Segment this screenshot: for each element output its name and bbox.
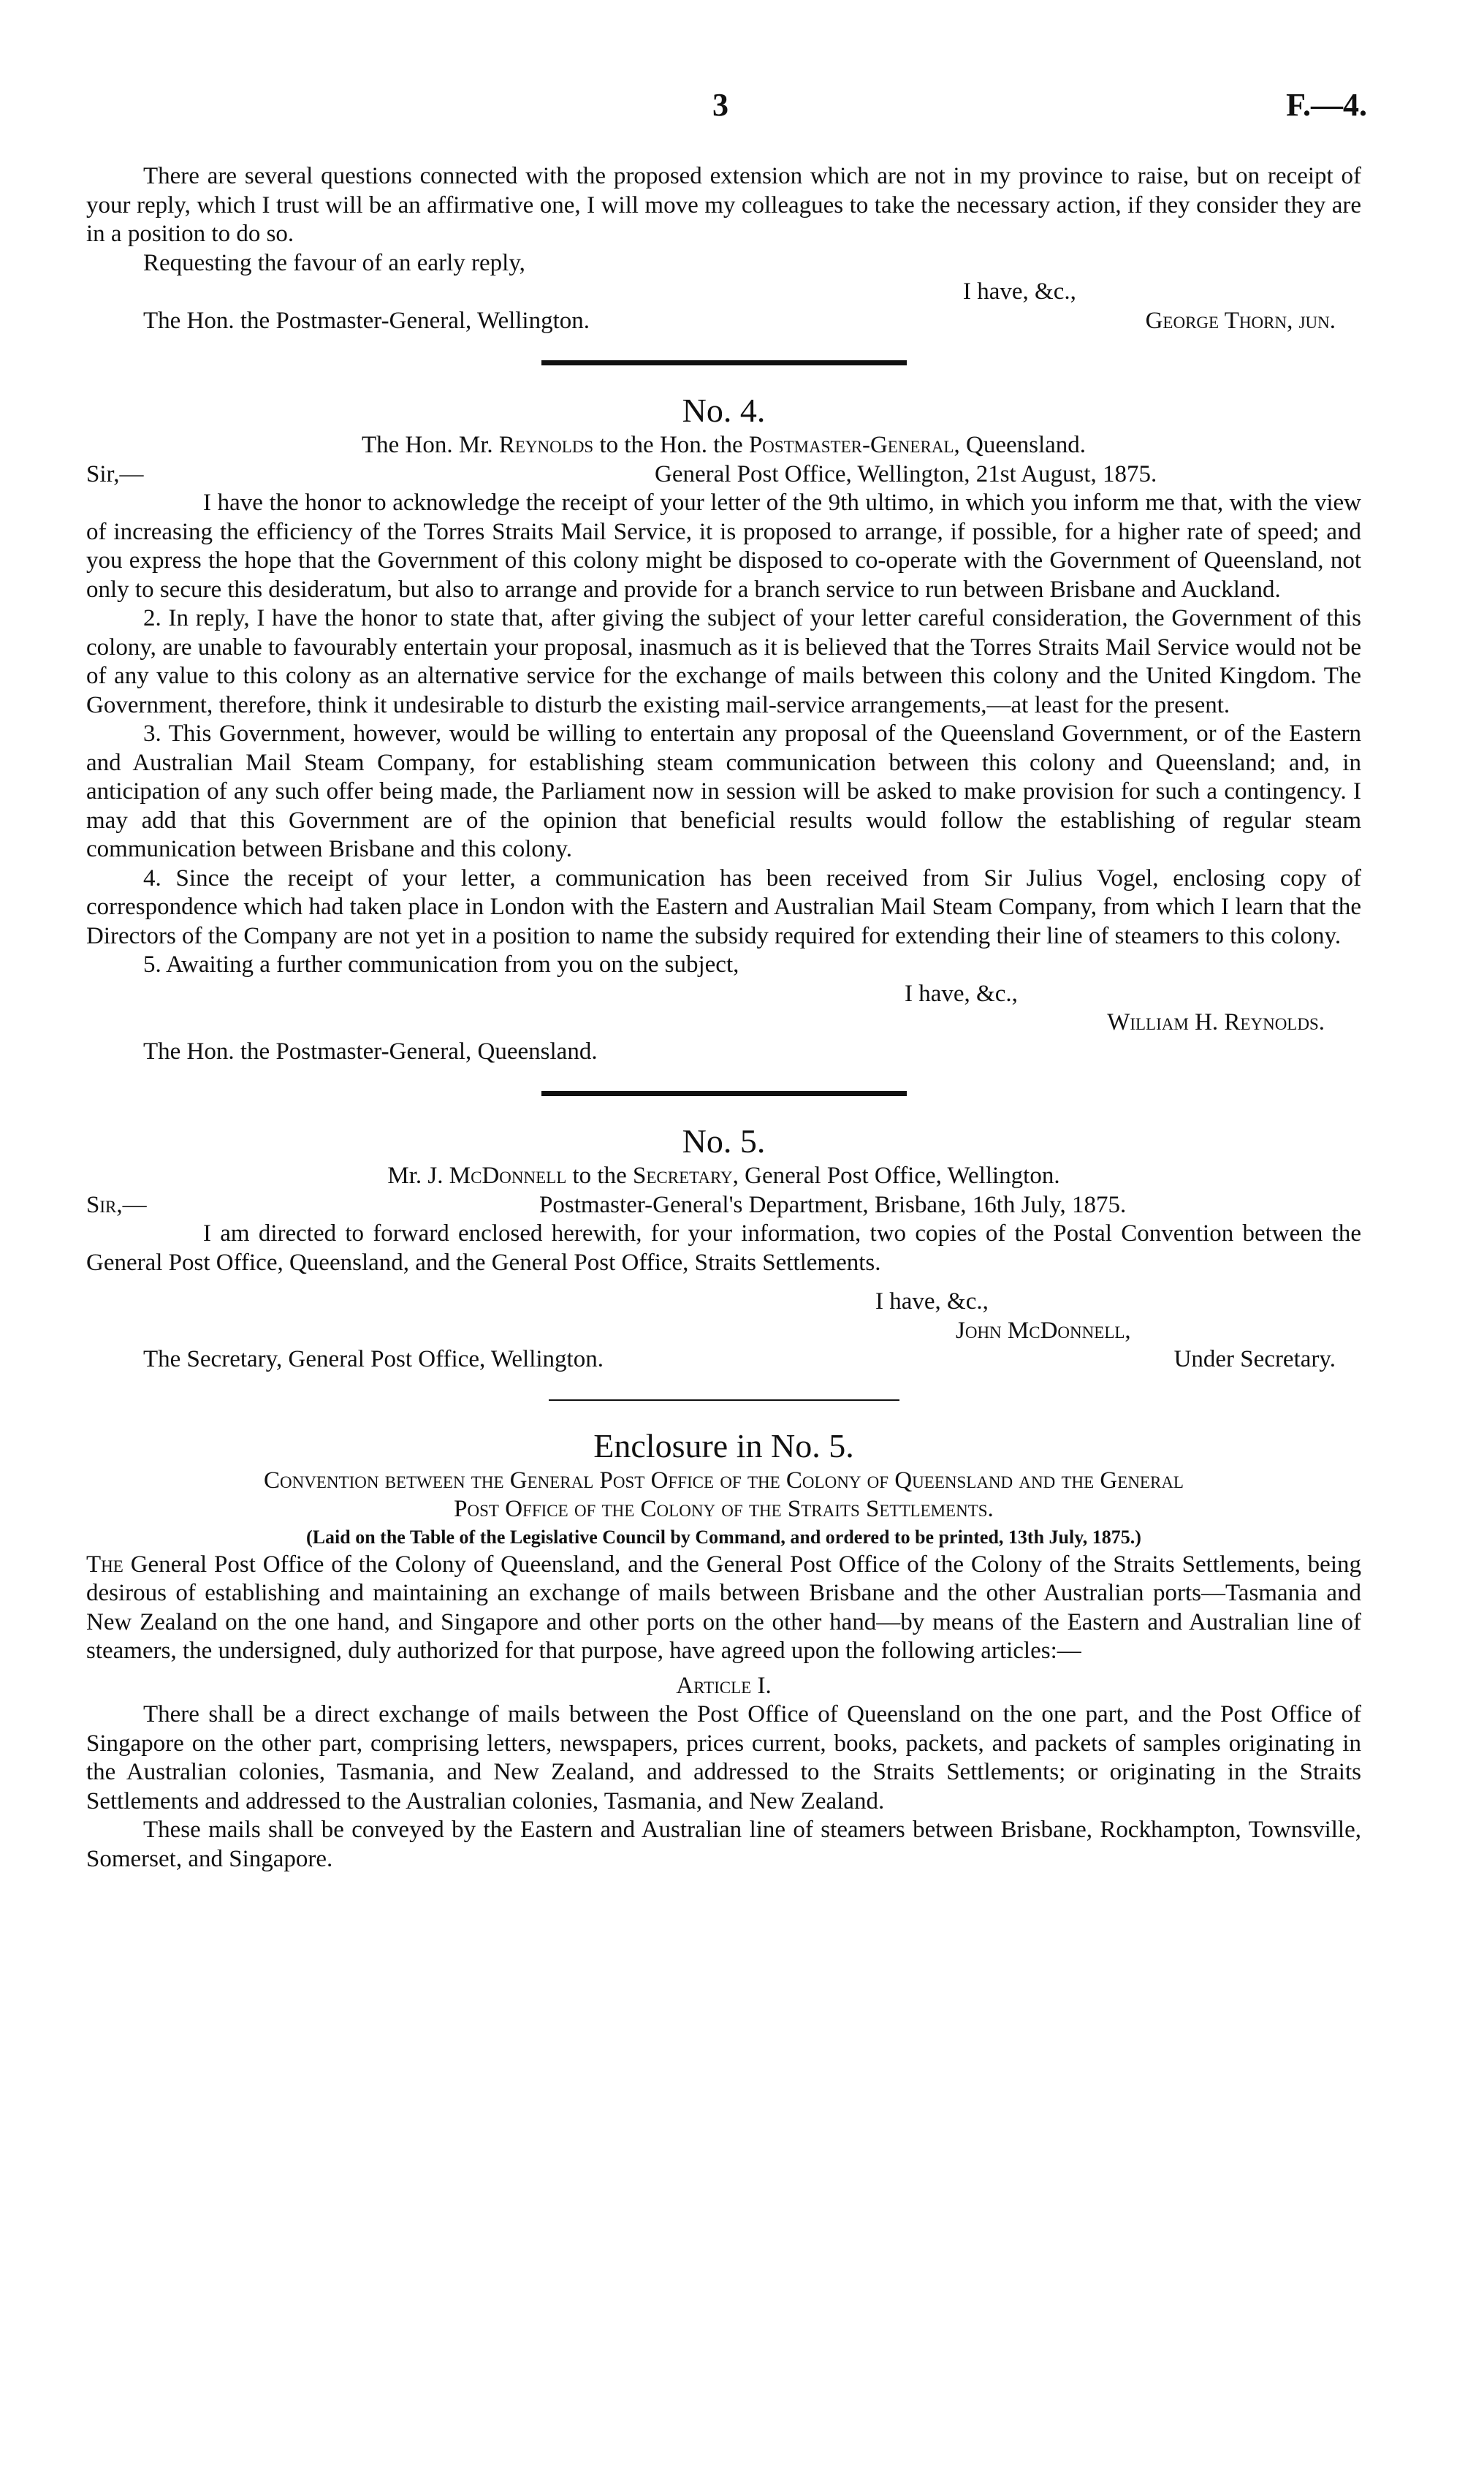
dateline: General Post Office, Wellington, 21st August, 1875. bbox=[655, 460, 1157, 487]
paragraph: 4. Since the receipt of your letter, a communication has been received from Sir Julius Vogel, enclosing copy of correspondence which had taken place in London with the Eastern and Australian Mail Steam Company, from which I learn that the Directors of the Company are not yet in a position to name the subsidy required for extending their line of steamers to this colony. bbox=[86, 864, 1361, 949]
paragraph: I have the honor to acknowledge the receipt of your letter of the 9th ultimo, in which you inform me that, with the view of increasing the efficiency of the Torres Straits Mail Service, it is proposed to arrange, if possible, for a higher rate of speed; and you express the hope that the Government of this colony might be disposed to co-operate with the Government of Queensland, not only to secure this desideratum, but also to arrange and provide for a branch service to run between Brisbane and Auckland. bbox=[86, 490, 1361, 603]
salutation: Sir,— bbox=[86, 460, 144, 487]
letter-heading: No. 4. bbox=[682, 392, 766, 429]
addressee: The Hon. the Postmaster-General, Wellington. bbox=[143, 307, 590, 334]
convention-title: Convention between the General Post Office of the Colony of Queensland and the General bbox=[264, 1467, 1184, 1494]
enclosure-heading: Enclosure in No. 5. bbox=[593, 1426, 854, 1464]
paragraph: There are several questions connected with the proposed extension which are not in my province to raise, but on receipt of your reply, which I trust will be an affirmative one, I will move my colleagues to take the necessary action, if they consider they are in a position to do so. bbox=[86, 163, 1361, 247]
dateline: Postmaster-General's Department, Brisbane, 16th July, 1875. bbox=[539, 1191, 1127, 1218]
addressee: The Hon. the Postmaster-General, Queensland. bbox=[143, 1038, 598, 1065]
closing-line bbox=[86, 278, 1361, 307]
addressee-line bbox=[86, 1038, 1361, 1067]
signature-title: Under Secretary. bbox=[1173, 1346, 1336, 1372]
preamble: The General Post Office of the Colony of Queensland, and the General Post Office of the Colony of the Straits Settlements, being desirous of establishing and maintaining an exchange of mails between Brisbane and the other Australian ports—Tasmania and New Zealand on the one hand, and Singapore and other ports on the other hand—by means of the Eastern and Australian line of steamers, the undersigned, duly authorized for that purpose, have agreed upon the following articles:— bbox=[86, 1551, 1361, 1664]
section-divider bbox=[541, 360, 907, 365]
closing: I have, &c., bbox=[963, 278, 1076, 305]
closing-line bbox=[86, 980, 1361, 1009]
letter-no-5 bbox=[86, 1121, 1361, 1375]
letter-title: The Hon. Mr. Reynolds to the Hon. the Postmaster-General, Queensland. bbox=[361, 432, 1087, 458]
addressee: The Secretary, General Post Office, Wellington. bbox=[143, 1346, 604, 1372]
paragraph: 3. This Government, however, would be willing to entertain any proposal of the Queensland Government, or of the Eastern and Australian Mail Steam Company, for establishing steam communication between this colony and Queensland; and, in anticipation of any such offer being made, the Parliament now in session will be asked to make provision for such a contingency. I may add that this Government are of the opinion that beneficial results would follow the establishing of regular steam communication between Brisbane and this colony. bbox=[86, 721, 1361, 862]
printing-note: (Laid on the Table of the Legislative Council by Command, and ordered to be printed, 13th July, 1875.) bbox=[306, 1526, 1141, 1548]
salutation: Sir,— bbox=[86, 1191, 147, 1218]
page-header bbox=[0, 86, 1484, 130]
closing: I have, &c., bbox=[905, 980, 1018, 1007]
letter-no-4 bbox=[86, 390, 1361, 1066]
signature: George Thorn, jun. bbox=[1145, 307, 1336, 334]
article-heading: Article I. bbox=[676, 1672, 772, 1699]
salutation-dateline bbox=[86, 1191, 1361, 1220]
closing: I have, &c., bbox=[875, 1288, 989, 1315]
paragraph: There shall be a direct exchange of mails between the Post Office of Queensland on the one part, and the Post Office of Singapore on the other part, comprising letters, newspapers, prices current, books, packets, and packets of samples originating in the Australian colonies, Tasmania, and New Zealand, and addressed to the Straits Settlements; or originating in the Straits Settlements and addressed to the Australian colonies, Tasmania, and New Zealand. bbox=[86, 1701, 1361, 1814]
letter-3-tail bbox=[86, 162, 1361, 335]
enclosure-no-5 bbox=[86, 1426, 1361, 1874]
page-content bbox=[86, 162, 1361, 1874]
addressee-signature-line bbox=[86, 307, 1361, 336]
paragraph: 5. Awaiting a further communication from you on the subject, bbox=[143, 951, 739, 978]
paragraph: 2. In reply, I have the honor to state that, after giving the subject of your letter careful consideration, the Government of this colony, are unable to favourably entertain your proposal, inasmuch as it is believed that the Torres Straits Mail Service would not be of any value to this colony as an alternative service for the exchange of mails between this colony and the United Kingdom. The Government, therefore, think it undesirable to disturb the existing mail-service arrangements,—at least for the present. bbox=[86, 605, 1361, 718]
salutation-dateline bbox=[86, 460, 1361, 490]
paragraph: Requesting the favour of an early reply, bbox=[143, 249, 525, 276]
paragraph: These mails shall be conveyed by the Eastern and Australian line of steamers between Brisbane, Rockhampton, Townsville, Somerset, and Singapore. bbox=[86, 1817, 1361, 1872]
document-code: F.—4. bbox=[1286, 87, 1367, 123]
signature-line bbox=[86, 1317, 1361, 1346]
signature-line bbox=[86, 1008, 1361, 1038]
addressee-line bbox=[86, 1345, 1361, 1375]
page-number: 3 bbox=[712, 87, 728, 123]
closing-line bbox=[86, 1288, 1361, 1317]
signature: John McDonnell, bbox=[956, 1317, 1131, 1344]
section-divider bbox=[541, 1091, 907, 1096]
paragraph: I am directed to forward enclosed herewith, for your information, two copies of the Postal Convention between the General Post Office, Queensland, and the General Post Office, Straits Settlements. bbox=[86, 1220, 1361, 1276]
letter-title: Mr. J. McDonnell to the Secretary, General Post Office, Wellington. bbox=[387, 1163, 1060, 1189]
signature: William H. Reynolds. bbox=[1107, 1009, 1325, 1035]
convention-title: Post Office of the Colony of the Straits Settlements. bbox=[454, 1496, 994, 1522]
letter-heading: No. 5. bbox=[682, 1122, 766, 1160]
